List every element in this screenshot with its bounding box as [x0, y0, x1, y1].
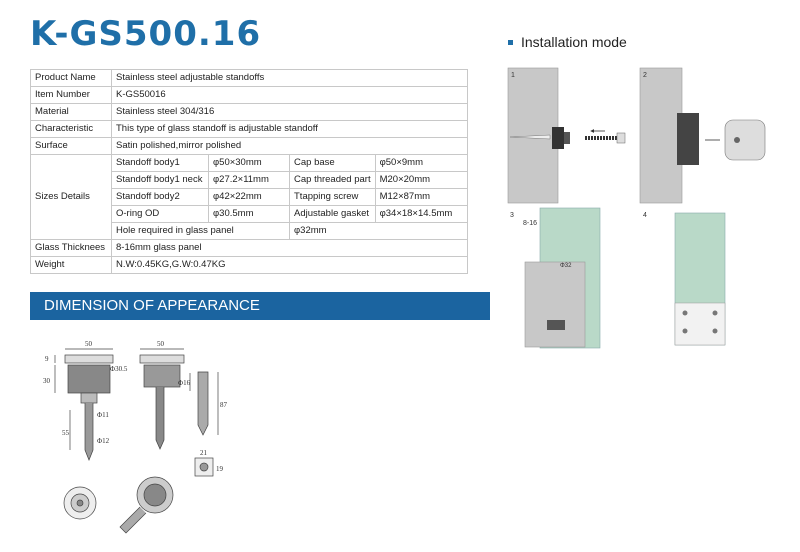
size-name: Cap base: [290, 155, 376, 172]
square-bullet-icon: [508, 40, 513, 45]
step-number: 4: [643, 212, 647, 219]
spec-label: Product Name: [31, 70, 112, 87]
size-value: φ50×30mm: [209, 155, 290, 172]
size-value: φ30.5mm: [209, 206, 290, 223]
size-name: Ttapping screw: [290, 189, 376, 206]
spec-value: K-GS50016: [112, 87, 468, 104]
size-value: M12×87mm: [375, 189, 467, 206]
table-row: [31, 240, 468, 257]
spec-table: [30, 69, 468, 274]
cap-shape: [725, 120, 765, 160]
product-code-title: K-GS500.16: [30, 14, 262, 54]
spec-value: Stainless steel adjustable standoffs: [112, 70, 468, 87]
spec-label: Glass Thicknees: [31, 240, 112, 257]
step-number: 1: [511, 72, 515, 79]
installation-diagram: [505, 65, 785, 355]
table-row: [31, 104, 468, 121]
standoff-body-shape: [677, 113, 699, 165]
spec-value: Satin polished,mirror polished: [112, 138, 468, 155]
table-row: [31, 257, 468, 274]
size-value: φ42×22mm: [209, 189, 290, 206]
anchor-shape: [552, 127, 564, 149]
hole-label: Φ32: [560, 263, 572, 269]
step-number: 3: [510, 212, 514, 219]
size-value: φ27.2×11mm: [209, 172, 290, 189]
glass-range-label: 8-16: [523, 220, 538, 227]
size-name: O-ring OD: [112, 206, 209, 223]
table-row: [31, 121, 468, 138]
dim-label: Φ16: [178, 379, 191, 387]
size-name: Standoff body1 neck: [112, 172, 209, 189]
table-row: [31, 155, 468, 172]
step-number: 2: [643, 72, 647, 79]
size-value: φ32mm: [290, 223, 468, 240]
dim-label: 30: [43, 377, 50, 385]
size-name: Standoff body1: [112, 155, 209, 172]
size-value: φ34×18×14.5mm: [375, 206, 467, 223]
spec-value: Stainless steel 304/316: [112, 104, 468, 121]
size-name: Hole required in glass panel: [112, 223, 290, 240]
size-name: Standoff body2: [112, 189, 209, 206]
dim-label: 50: [85, 340, 92, 348]
wall-shape: [508, 68, 558, 203]
neck-shape: [81, 393, 97, 403]
installation-mode-label: Installation mode: [521, 34, 627, 50]
dim-label: Φ12: [97, 437, 110, 445]
spec-label: Sizes Details: [31, 155, 112, 240]
size-name: Cap threaded part: [290, 172, 376, 189]
spec-value: This type of glass standoff is adjustable standoff: [112, 121, 468, 138]
dim-label: 19: [216, 465, 223, 473]
dim-label: Φ11: [97, 411, 109, 419]
dim-label: 21: [200, 449, 207, 457]
table-row: [31, 138, 468, 155]
dim-label: 87: [220, 401, 227, 409]
dimension-banner: DIMENSION OF APPEARANCE: [30, 292, 490, 320]
size-value: M20×20mm: [375, 172, 467, 189]
screw-shape: [85, 403, 93, 460]
spec-label: Item Number: [31, 87, 112, 104]
spec-value: N.W:0.45KG,G.W:0.47KG: [112, 257, 468, 274]
body-shape: [68, 365, 110, 393]
dim-label: 9: [45, 355, 49, 363]
spec-label: Surface: [31, 138, 112, 155]
installation-mode-heading: [508, 34, 627, 50]
dim-label: 50: [157, 340, 164, 348]
spec-label: Characteristic: [31, 121, 112, 138]
dim-label: 55: [62, 429, 69, 437]
table-row: [31, 70, 468, 87]
spec-label: Weight: [31, 257, 112, 274]
size-value: φ50×9mm: [375, 155, 467, 172]
dimension-drawing: [40, 335, 230, 545]
size-name: Adjustable gasket: [290, 206, 376, 223]
cap-base-shape: [65, 355, 113, 363]
dim-label: Φ30.5: [110, 365, 128, 373]
spec-value: 8-16mm glass panel: [112, 240, 468, 257]
spec-label: Material: [31, 104, 112, 121]
table-row: [31, 87, 468, 104]
